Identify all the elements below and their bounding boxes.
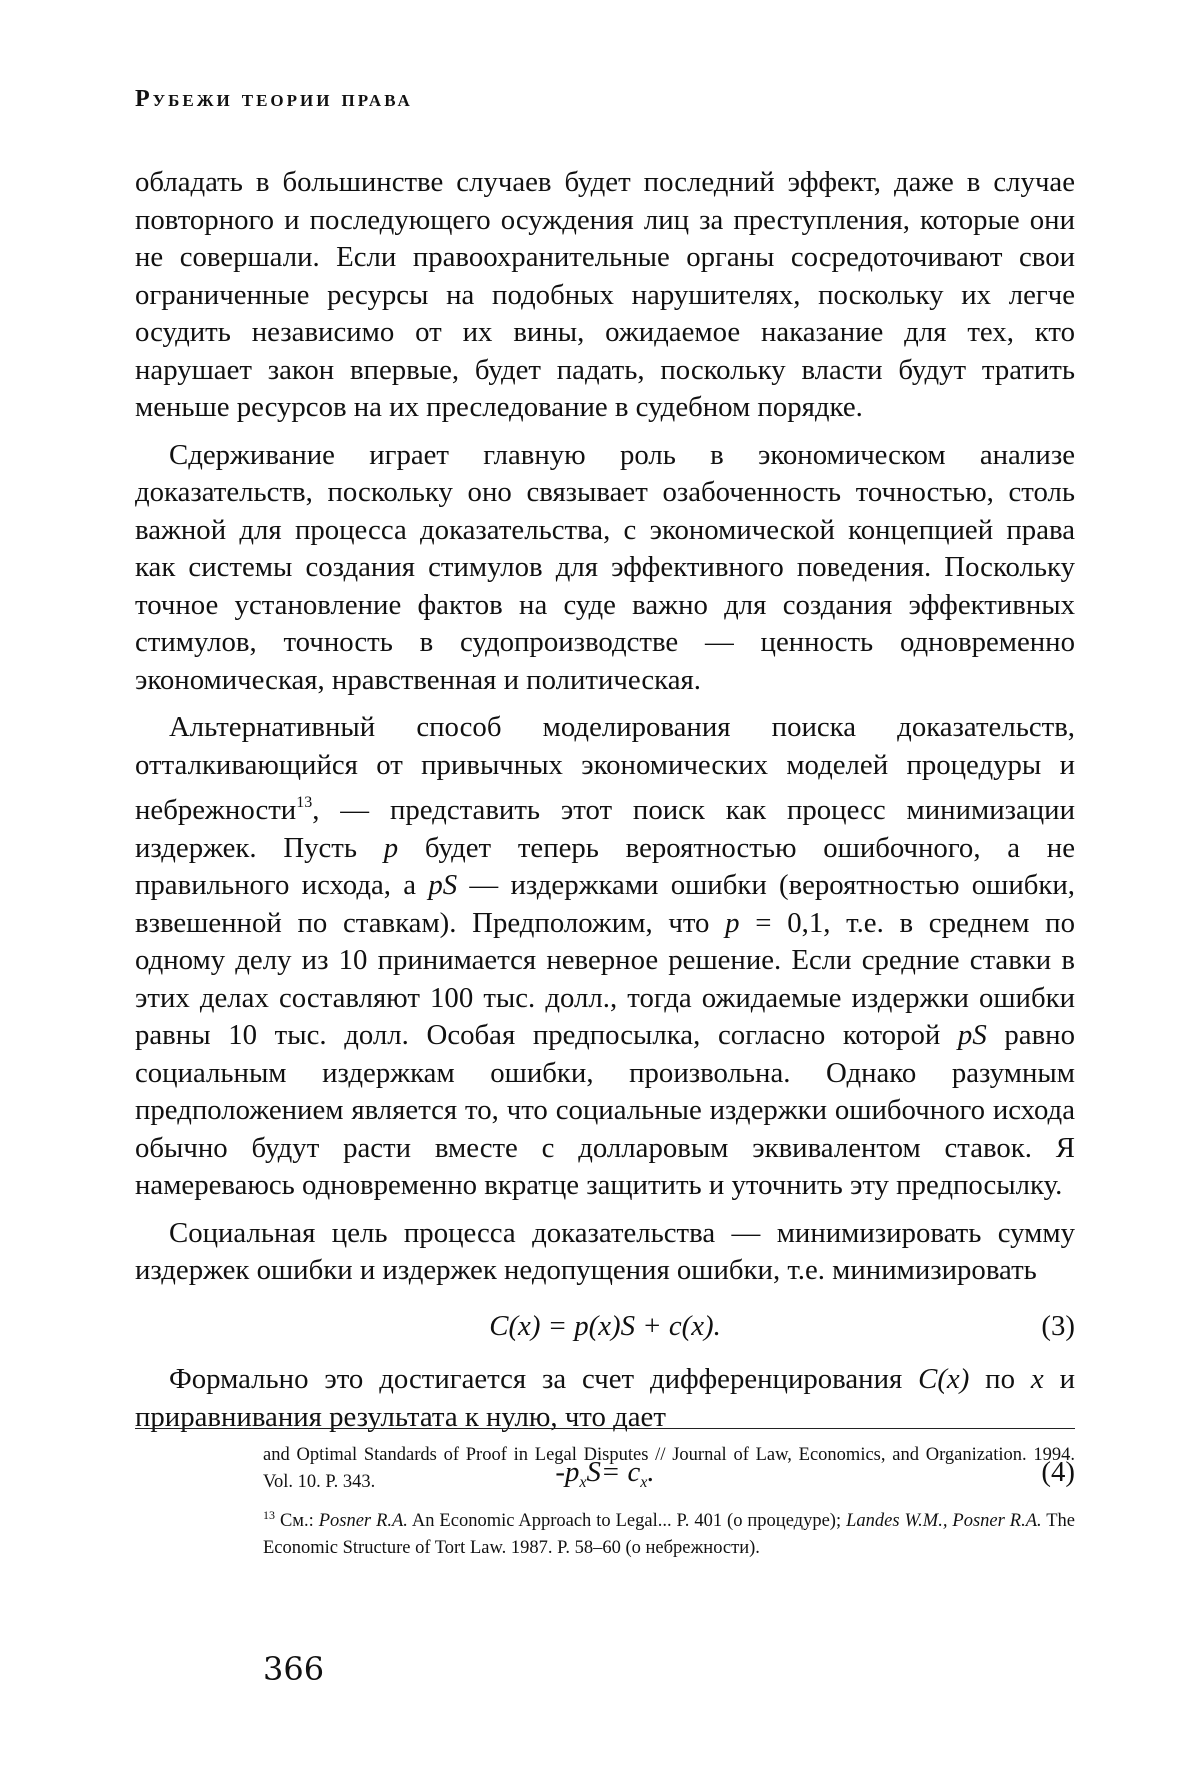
- p3-var-p2: p: [725, 906, 740, 939]
- footnote-13-author-2: Landes W.M., Posner R.A.: [846, 1511, 1042, 1531]
- p5-var-x: x: [1030, 1363, 1044, 1395]
- formula-4-sub2: x: [640, 1474, 648, 1491]
- formula-3-number: (3): [1041, 1309, 1075, 1342]
- footnote-13-text-b: An Economic Approach to Legal... P. 401 (о процедуре);: [407, 1511, 847, 1531]
- p3-text-c: будет теперь вероятностью ошибочного, а не правильного исхода, а: [135, 831, 1075, 901]
- footnote-rule: [135, 1428, 1075, 1429]
- paragraph-5: [135, 1361, 1075, 1436]
- body-text: [135, 164, 1075, 1518]
- formula-3: [135, 1308, 1075, 1346]
- formula-4-number: (4): [1041, 1456, 1075, 1488]
- paragraph-4: Социальная цель процесса доказательства — минимизировать сумму издержек ошибки и издержек недопущения ошибки, т.е. минимизировать: [135, 1216, 1075, 1286]
- p5-text-c: и приравнивания результата к нулю, что дает: [135, 1363, 1075, 1433]
- p3-text-b: , — представить этот поиск как процесс минимизации издержек. Пусть: [135, 794, 1075, 864]
- footnote-13-text-c: The Economic Structure of Tort Law. 1987. P. 58–60 (о небрежности).: [263, 1511, 1076, 1558]
- p3-var-p: p: [383, 831, 399, 864]
- footnote-ref-13[interactable]: 13: [296, 794, 313, 811]
- formula-4-lhs: -p: [555, 1456, 580, 1488]
- paragraph-1: обладать в большинстве случаев будет последний эффект, даже в случае повторного и последующего осуждения лиц за преступления, которые они не совершали. Если правоохранительные органы сосредоточивают свои ограниченные ресурсы на подобных нарушителях, поскольку их легче осудить независимо от их вины, ожидаемое наказание для тех, кто нарушает закон впервые, будет падать, поскольку власти будут тратить меньше ресурсов на их преследование в судебном порядке.: [135, 166, 1075, 423]
- footnote-13-author-1: Posner R.A.: [318, 1511, 408, 1531]
- footnote-13: [263, 1502, 1075, 1562]
- page-number: 366: [263, 1650, 325, 1688]
- p5-text-a: Формально это достигается за счет дифференцирования: [169, 1363, 919, 1395]
- p3-text-f: равно социальным издержкам ошибки, произвольна. Однако разумным предположением является то, что социальные издержки ошибочного исхода обычно будут расти вместе с долларовым эквивалентом ставок. Я намереваюсь одновременно вкратце защитить и уточнить эту предпосылку.: [135, 1019, 1075, 1201]
- p3-text-d: — издержками ошибки (вероятностью ошибки, взвешенной по ставкам). Предположим, что: [135, 869, 1075, 939]
- running-head: Рубежи теории права: [135, 86, 413, 112]
- footnote-13-text-a: См.:: [275, 1511, 319, 1531]
- p3-text-e: = 0,1, т.е. в среднем по одному делу из 10 принимается неверное решение. Если средние ставки в этих делах составляют 100 тыс. долл., тогда ожидаемые издержки ошибки равны 10 тыс. долл. Особая предпосылка, согласно которой: [135, 906, 1075, 1051]
- formula-3-expression: C(x) = p(x)S + c(x).: [489, 1309, 721, 1342]
- paragraph-2: Сдерживание играет главную роль в экономическом анализе доказательств, поскольку оно связывает озабоченность точностью, столь важной для процесса доказательства, с экономической концепцией права как системы создания стимулов для эффективного поведения. Поскольку точное установление фактов на суде важно для создания эффективных стимулов, точность в судопроизводстве — ценность одновременно экономическая, нравственная и политическая.: [135, 438, 1075, 696]
- p5-var-cx: C(x): [918, 1363, 970, 1395]
- formula-4-end: .: [647, 1456, 655, 1488]
- p5-text-b: по: [969, 1363, 1031, 1395]
- formula-4-sub1: x: [579, 1474, 587, 1491]
- p3-text-a: Альтернативный способ моделирования поиска доказательств, отталкивающийся от привычных экономических моделей процедуры и небрежности: [135, 711, 1075, 826]
- p3-var-ps2: pS: [957, 1019, 987, 1051]
- footnotes: [263, 1442, 1075, 1568]
- footnote-13-number: 13: [263, 1508, 275, 1522]
- footnote-continuation: and Optimal Standards of Proof in Legal Disputes // Journal of Law, Economics, and Organization. 1994. Vol. 10. P. 343.: [263, 1445, 1075, 1492]
- paragraph-3: [135, 709, 1075, 1205]
- formula-4-mid: S= c: [586, 1456, 641, 1488]
- p3-var-ps: pS: [428, 869, 458, 901]
